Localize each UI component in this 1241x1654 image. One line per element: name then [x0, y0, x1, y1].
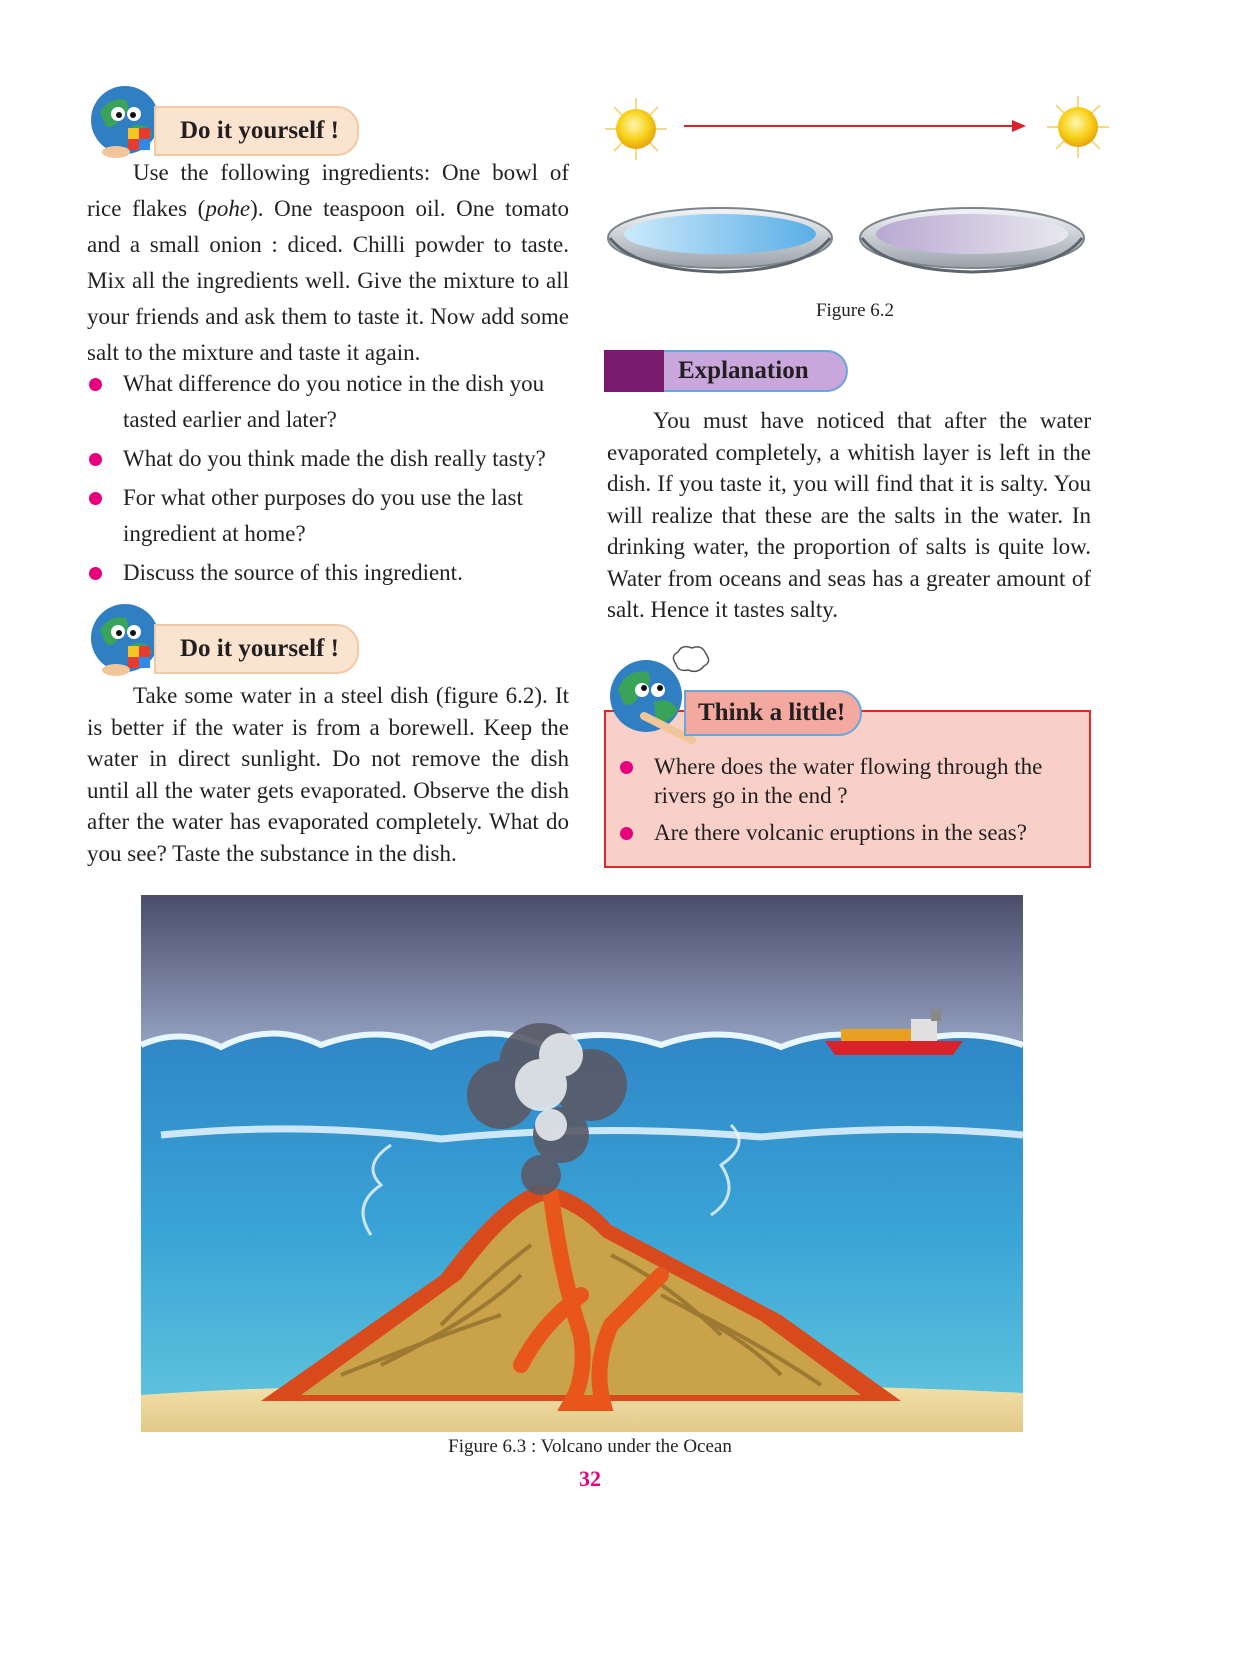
experiment-paragraph: Take some water in a steel dish (figure 6.2). It is better if the water is from a borewell. Keep the water in direct sunlight. Do not remove the dish until all the water gets evaporated. Observe the dish after the water has evaporated completely. What do you see? Taste the substance in the dish.	[87, 683, 569, 866]
dish-with-salt	[860, 208, 1084, 272]
bullet-icon	[620, 761, 633, 774]
bullet-icon	[620, 827, 633, 840]
explanation-paragraph: You must have noticed that after the water evaporated completely, a whitish layer is left in the dish. If you taste it, you will find that it is salty. You will realize that these are the salts in the water. In drinking water, the proportion of salts is quite low. Water from oceans and seas has a greater amount of salt. Hence it tastes salty.	[607, 408, 1091, 622]
sun-icon	[1047, 96, 1109, 158]
list-item	[87, 441, 569, 477]
list-item	[87, 366, 569, 438]
list-item-text: Where does the water flowing through the rivers go in the end ?	[654, 754, 1043, 808]
list-item-text: Discuss the source of this ingredient.	[123, 560, 463, 585]
ingredients-text-italic: pohe	[205, 196, 251, 221]
arrow-icon	[684, 120, 1026, 132]
bullet-icon	[89, 492, 102, 505]
list-item	[87, 480, 569, 552]
list-item-text: For what other purposes do you use the last ingredient at home?	[123, 485, 523, 546]
ingredients-text-a: Use the following ingredients: One bowl of rice flakes (	[87, 160, 569, 221]
think-a-little-title: Think a little!	[684, 690, 862, 736]
ingredients-text-b: ). One teaspoon oil. One tomato and a small onion : diced. Chilli powder to taste. Mix all the ingredients well. Give the mixture to all your friends and ask them to taste it. Now add some salt to the mixture and taste it again.	[87, 196, 570, 365]
page-number: 32	[579, 1466, 601, 1491]
globe-mascot-icon	[86, 600, 164, 678]
globe-mascot-icon	[86, 82, 164, 160]
do-it-yourself-title: Do it yourself !	[154, 624, 359, 674]
bullet-icon	[89, 453, 102, 466]
figure-caption: Figure 6.3 : Volcano under the Ocean	[448, 1436, 732, 1457]
figure-caption: Figure 6.2	[815, 300, 895, 321]
bullet-icon	[89, 567, 102, 580]
think-questions-list	[618, 752, 1080, 850]
list-item	[87, 555, 569, 591]
volcano-under-ocean-figure	[141, 895, 1023, 1432]
explanation-title: Explanation	[664, 350, 848, 392]
list-item	[618, 752, 1080, 810]
evaporation-figure	[604, 88, 1124, 298]
list-item-text: What do you think made the dish really tasty?	[123, 446, 546, 471]
ingredients-paragraph	[87, 155, 569, 371]
do-it-yourself-title: Do it yourself !	[154, 106, 359, 156]
list-item-text: What difference do you notice in the dish you tasted earlier and later?	[123, 371, 545, 432]
sun-icon	[605, 98, 667, 160]
explanation-bar	[604, 350, 666, 392]
list-item-text: Are there volcanic eruptions in the seas?	[654, 820, 1027, 845]
bullet-icon	[89, 378, 102, 391]
dish-with-water	[608, 208, 832, 272]
thinking-globe-mascot-icon	[604, 656, 696, 748]
questions-list	[87, 366, 569, 594]
list-item	[618, 818, 1080, 847]
